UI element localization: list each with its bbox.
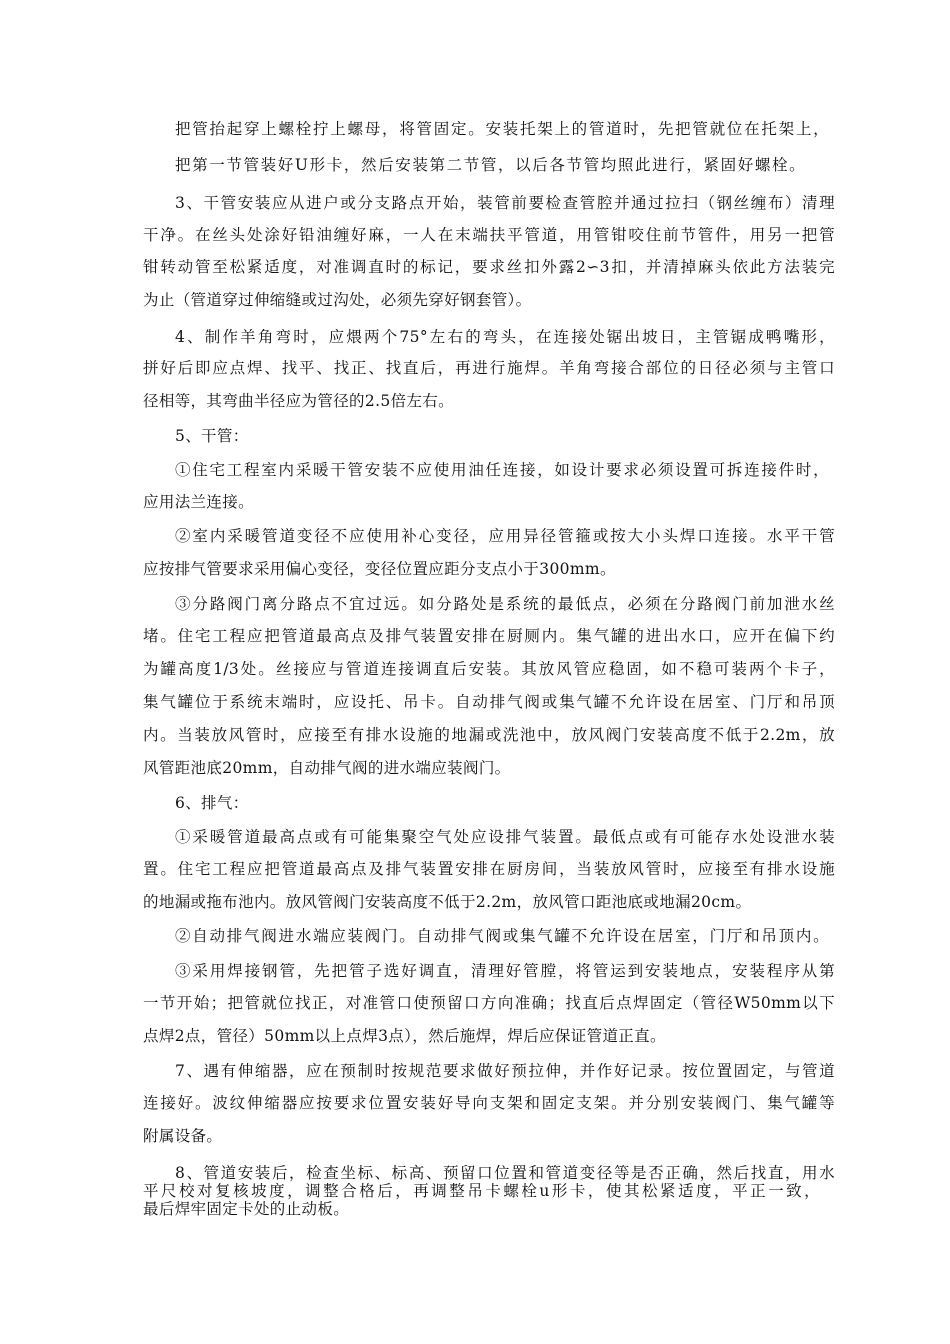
- text-line: ③采用焊接钢管，先把管子选好调直，清理好管膛，将管运到安装地点，安装程序从第: [175, 962, 835, 980]
- text-line: ②室内采暖管道变径不应使用补心变径，应用异径管箍或按大小头焊口连接。水平干管: [175, 527, 835, 545]
- text-line: 7、遇有伸缩器，应在预制时按规范要求做好预拉伸，并作好记录。按位置固定，与管道: [175, 1062, 835, 1080]
- text-line: 钳转动管至松紧适度，对准调直时的标记，要求丝扣外露2∽3扣，并清掉麻头依此方法装完: [143, 258, 835, 276]
- text-line: 应用法兰连接。: [143, 493, 254, 511]
- text-line: 应按排气管要求采用偏心变径，变径位置应距分支点小于300mm。: [143, 560, 616, 578]
- text-line: ①采暖管道最高点或有可能集聚空气处应设排气装置。最低点或有可能存水处设泄水装: [175, 828, 835, 846]
- text-line: 干净。在丝头处涂好铅油缠好麻，一人在末端扶平管道，用管钳咬住前节管件，用另一把管: [143, 226, 835, 244]
- text-line: 集气罐位于系统末端时，应设托、吊卡。自动排气阀或集气罐不允许设在居室、门厅和吊顶: [143, 693, 835, 711]
- text-line: 平尺校对复核坡度，调整合格后，再调整吊卡螺栓u形卡，使其松紧适度，平正一致，: [143, 1182, 820, 1200]
- text-line: 堵。住宅工程应把管道最高点及排气装置安排在厨厕内。集气罐的进出水口，应开在偏下约: [143, 627, 835, 645]
- text-line: ①住宅工程室内采暖干管安装不应使用油任连接，如设计要求必须设置可拆连接件时，: [175, 461, 829, 479]
- text-line: 4、制作羊角弯时，应煨两个75°左右的弯头，在连接处锯出坡日，主管锯成鸭嘴形，: [175, 328, 835, 346]
- text-line: 把第一节管装好U形卡，然后安装第二节管，以后各节管均照此进行，紧固好螺栓。: [175, 156, 805, 174]
- text-line: 6、排气：: [175, 794, 249, 812]
- text-line: 把管抬起穿上螺栓拧上螺母，将管固定。安装托架上的管道时，先把管就位在托架上，: [175, 120, 829, 138]
- text-line: 风管距池底20mm，自动排气阀的进水端应装阀门。: [143, 759, 511, 777]
- text-line: 内。当装放风管时，应接至有排水设施的地漏或洗池中，放风阀门安装高度不低于2.2m，放: [143, 726, 835, 744]
- text-line: ②自动排气阀进水端应装阀门。自动排气阀或集气罐不允许设在居室，门厅和吊顶内。: [175, 927, 829, 945]
- text-line: 5、干管：: [175, 427, 249, 445]
- text-line: 的地漏或拖布池内。放风管阀门安装高度不低于2.2m，放风管口距池底或地漏20cm。: [143, 893, 752, 911]
- text-line: 连接好。波纹伸缩器应按要求位置安装好导向支架和固定支架。并分别安装阀门、集气罐等: [143, 1094, 835, 1112]
- text-line: 径相等，其弯曲半径应为管径的2.5倍左右。: [143, 392, 455, 410]
- text-line: ③分路阀门离分路点不宜过远。如分路处是系统的最低点，必须在分路阀门前加泄水丝: [175, 595, 835, 613]
- text-line: 点焊2点，管径）50mm以上点焊3点），然后施焊，焊后应保证管道正直。: [143, 1027, 666, 1045]
- text-line: 一节开始；把管就位找正，对准管口使预留口方向准确；找直后点焊固定（管径W50mm以下: [143, 994, 835, 1012]
- text-line: 为止（管道穿过伸缩缝或过沟处，必须先穿好钢套管）。: [143, 291, 532, 309]
- text-line: 最后焊牢固定卡处的止动板。: [143, 1200, 350, 1218]
- text-line: 8、管道安装后，检查坐标、标高、预留口位置和管道变径等是否正确，然后找直，用水: [175, 1164, 835, 1182]
- text-line: 置。住宅工程应把管道最高点及排气装置安排在厨房间，当装放风管时，应接至有排水设施: [143, 860, 835, 878]
- text-line: 为罐高度1/3处。丝接应与管道连接调直后安装。其放风管应稳固，如不稳可装两个卡子，: [143, 660, 835, 678]
- text-line: 附属设备。: [143, 1127, 223, 1145]
- text-line: 拼好后即应点焊、找平、找正、找直后，再进行施焊。羊角弯接合部位的日径必须与主管口: [143, 359, 835, 377]
- text-line: 3、干管安装应从进户或分支路点开始，装管前要检查管腔并通过拉扫（钢丝缠布）清理: [175, 194, 835, 212]
